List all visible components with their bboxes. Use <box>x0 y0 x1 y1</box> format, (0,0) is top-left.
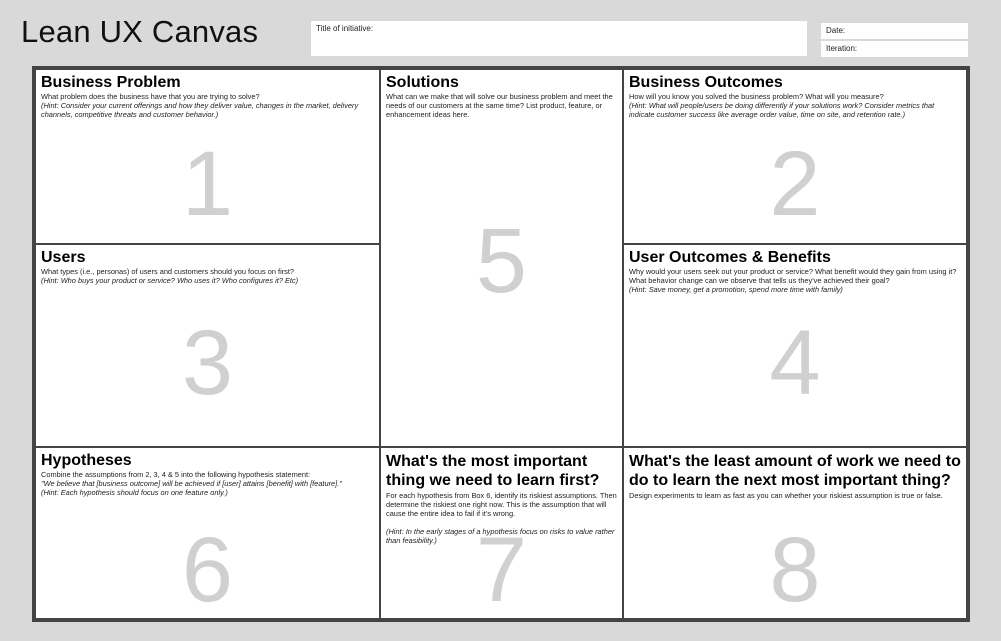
box-number-3: 3 <box>181 312 234 414</box>
box-number-8: 8 <box>769 519 821 618</box>
business-outcomes-box[interactable] <box>624 70 966 243</box>
iteration-field[interactable] <box>821 41 968 57</box>
business-problem-text: What problem does the business have that you are trying to solve? <box>41 92 260 101</box>
least-work-text: Design experiments to learn as fast as you can whether your riskiest assumption is true or false. <box>629 491 943 500</box>
hypotheses-box[interactable] <box>36 448 379 618</box>
least-work-title: What's the least amount of work we need to do to learn the next most important thing? <box>629 453 961 489</box>
users-hint: (Hint: Who buys your product or service? Who uses it? Who configures it? Etc) <box>41 276 299 285</box>
learn-first-hint: (Hint: In the early stages of a hypothesis focus on risks to value rather than feasibility.) <box>386 527 615 545</box>
business-outcomes-hint: (Hint: What will people/users be doing differently if your solutions work? Consider metrics that indicate customer success like average order value, time on site, and retention rate.) <box>629 101 935 119</box>
hypotheses-statement: "We believe that [business outcome] will be achieved if [user] attains [benefit] with [feature]." <box>41 479 342 488</box>
hypotheses-hint: (Hint: Each hypothesis should focus on one feature only.) <box>41 488 228 497</box>
solutions-title: Solutions <box>386 74 459 91</box>
business-outcomes-text: How will you know you solved the business problem? What will you measure? <box>629 92 884 101</box>
users-box[interactable] <box>36 245 379 446</box>
solutions-text: What can we make that will solve our business problem and meet the needs of our customers at the same time? List product, feature, or enhancement ideas here. <box>386 92 613 119</box>
box-number-2: 2 <box>769 133 821 235</box>
user-outcomes-box[interactable] <box>624 245 966 446</box>
hypotheses-text: Combine the assumptions from 2, 3, 4 & 5 into the following hypothesis statement: <box>41 470 311 479</box>
business-problem-box[interactable] <box>36 70 379 243</box>
users-text: What types (i.e., personas) of users and customers should you focus on first? <box>41 267 295 276</box>
initiative-title-label: Title of initiative: <box>316 24 374 33</box>
least-work-box[interactable] <box>624 448 966 618</box>
business-problem-hint: (Hint: Consider your current offerings and how they deliver value, changes in the market, delivery channels, competitive threats and customer behavior.) <box>41 101 359 119</box>
user-outcomes-hint: (Hint: Save money, get a promotion, spend more time with family) <box>629 285 843 294</box>
initiative-title-field[interactable] <box>311 21 807 56</box>
date-label: Date: <box>826 26 846 35</box>
learn-first-title: What's the most important thing we need to learn first? <box>386 453 600 489</box>
iteration-label: Iteration: <box>826 44 858 53</box>
business-problem-title: Business Problem <box>41 74 181 91</box>
box-number-1: 1 <box>181 133 234 235</box>
users-title: Users <box>41 249 86 266</box>
user-outcomes-text: Why would your users seek out your product or service? What benefit would they gain from using it? What behavior change can we observe that tells us they've achieved their goal? <box>629 267 957 285</box>
box-number-4: 4 <box>769 312 821 414</box>
user-outcomes-title: User Outcomes & Benefits <box>629 249 831 266</box>
learn-first-box[interactable] <box>381 448 622 618</box>
lean-ux-canvas <box>32 66 970 622</box>
box-number-7: 7 <box>475 519 528 618</box>
business-outcomes-title: Business Outcomes <box>629 74 783 91</box>
box-number-5: 5 <box>475 210 528 312</box>
solutions-box[interactable] <box>381 70 622 446</box>
box-number-6: 6 <box>181 519 234 618</box>
hypotheses-title: Hypotheses <box>41 452 132 469</box>
date-field[interactable] <box>821 23 968 39</box>
learn-first-text: For each hypothesis from Box 6, identify its riskiest assumptions. Then determine the riskiest one right now. This is the assumption that will cause the entire idea to fail if it's wrong. <box>386 491 617 518</box>
page-title: Lean UX Canvas <box>21 14 259 49</box>
